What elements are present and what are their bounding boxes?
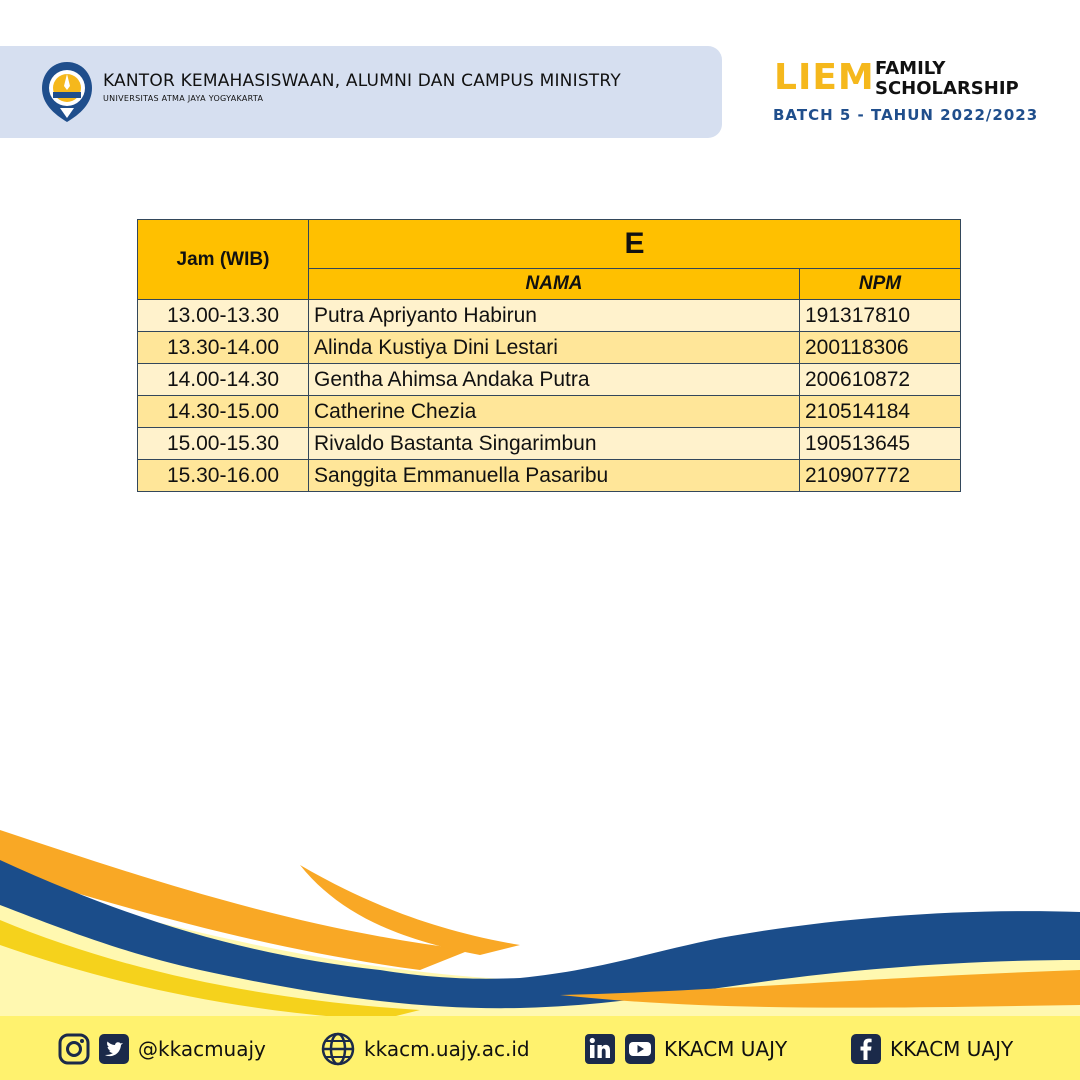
brand-liem: LIEM (774, 57, 875, 98)
table-row (138, 428, 961, 460)
decorative-waves (0, 820, 1080, 1030)
cell-name: Catherine Chezia (309, 396, 800, 428)
university-crest-icon (40, 60, 94, 124)
cell-name: Sanggita Emmanuella Pasaribu (309, 460, 800, 492)
linkedin-icon[interactable] (584, 1033, 616, 1065)
cell-npm: 191317810 (800, 300, 961, 332)
cell-time: 13.30-14.00 (138, 332, 309, 364)
cell-time: 14.00-14.30 (138, 364, 309, 396)
brand-scholarship: SCHOLARSHIP (875, 78, 1019, 99)
column-header-name: NAMA (309, 269, 800, 300)
cell-npm: 190513645 (800, 428, 961, 460)
table-row (138, 332, 961, 364)
cell-npm: 210907772 (800, 460, 961, 492)
table-header-row (138, 220, 961, 269)
globe-icon (320, 1031, 356, 1067)
footer-facebook[interactable] (850, 1034, 1013, 1064)
column-header-npm: NPM (800, 269, 961, 300)
linkedin-youtube-name: KKACM UAJY (664, 1037, 788, 1061)
cell-time: 13.00-13.30 (138, 300, 309, 332)
footer-linkedin-youtube[interactable] (584, 1034, 787, 1064)
group-header: E (309, 220, 961, 269)
cell-npm: 200610872 (800, 364, 961, 396)
cell-name: Alinda Kustiya Dini Lestari (309, 332, 800, 364)
cell-name: Gentha Ahimsa Andaka Putra (309, 364, 800, 396)
cell-time: 14.30-15.00 (138, 396, 309, 428)
cell-time: 15.00-15.30 (138, 428, 309, 460)
footer-bar (0, 1016, 1080, 1080)
header-banner (0, 46, 722, 138)
instagram-icon[interactable] (58, 1033, 90, 1065)
cell-name: Putra Apriyanto Habirun (309, 300, 800, 332)
brand-batch: BATCH 5 - TAHUN 2022/2023 (773, 106, 1039, 124)
youtube-icon[interactable] (624, 1033, 656, 1065)
column-header-time: Jam (WIB) (138, 220, 309, 300)
facebook-name: KKACM UAJY (890, 1037, 1014, 1061)
footer-social[interactable] (58, 1034, 266, 1064)
org-title: KANTOR KEMAHASISWAAN, ALUMNI DAN CAMPUS MINISTRY (103, 71, 621, 91)
website-url: kkacm.uajy.ac.id (364, 1037, 530, 1061)
facebook-icon[interactable] (850, 1033, 882, 1065)
social-handle: @kkacmuajy (138, 1037, 266, 1061)
table-row (138, 396, 961, 428)
table-row (138, 300, 961, 332)
schedule-table (137, 219, 961, 492)
scholarship-brand (760, 58, 1060, 128)
table-row (138, 364, 961, 396)
brand-family: FAMILY (875, 58, 946, 79)
table-row (138, 460, 961, 492)
cell-name: Rivaldo Bastanta Singarimbun (309, 428, 800, 460)
footer-website[interactable] (320, 1034, 530, 1064)
cell-npm: 210514184 (800, 396, 961, 428)
org-subtitle: UNIVERSITAS ATMA JAYA YOGYAKARTA (103, 94, 264, 103)
twitter-icon[interactable] (98, 1033, 130, 1065)
cell-npm: 200118306 (800, 332, 961, 364)
cell-time: 15.30-16.00 (138, 460, 309, 492)
